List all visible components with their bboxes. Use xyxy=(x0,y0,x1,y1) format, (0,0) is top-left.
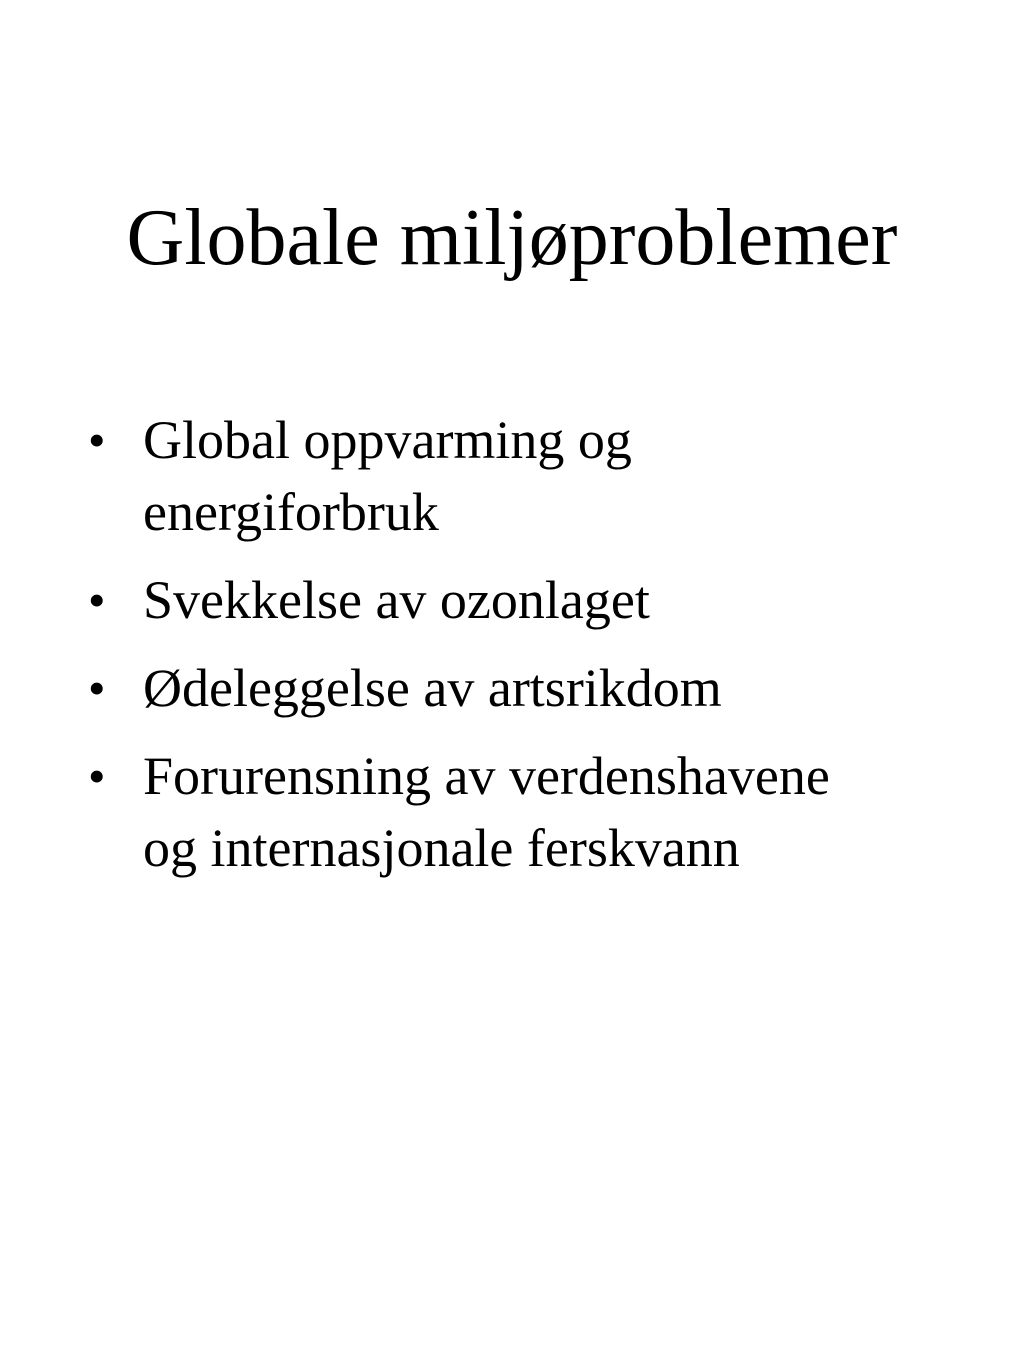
bullet-marker: • xyxy=(88,748,106,804)
bullet-line: Ødeleggelse av artsrikdom xyxy=(143,658,722,718)
bullet-item xyxy=(88,564,988,636)
bullet-line: Global oppvarming og xyxy=(143,410,632,470)
bullet-text xyxy=(143,404,988,548)
bullet-list xyxy=(88,404,988,900)
bullet-marker: • xyxy=(88,572,106,628)
bullet-marker: • xyxy=(88,412,106,468)
bullet-marker: • xyxy=(88,660,106,716)
bullet-line: energiforbruk xyxy=(143,482,439,542)
bullet-line: Svekkelse av ozonlaget xyxy=(143,570,650,630)
bullet-item xyxy=(88,740,988,884)
bullet-text xyxy=(143,652,988,724)
bullet-text xyxy=(143,740,988,884)
bullet-item xyxy=(88,404,988,548)
bullet-text xyxy=(143,564,988,636)
bullet-line: og internasjonale ferskvann xyxy=(143,818,740,878)
bullet-line: Forurensning av verdenshavene xyxy=(143,746,830,806)
bullet-item xyxy=(88,652,988,724)
slide-title: Globale miljøproblemer xyxy=(126,194,898,282)
